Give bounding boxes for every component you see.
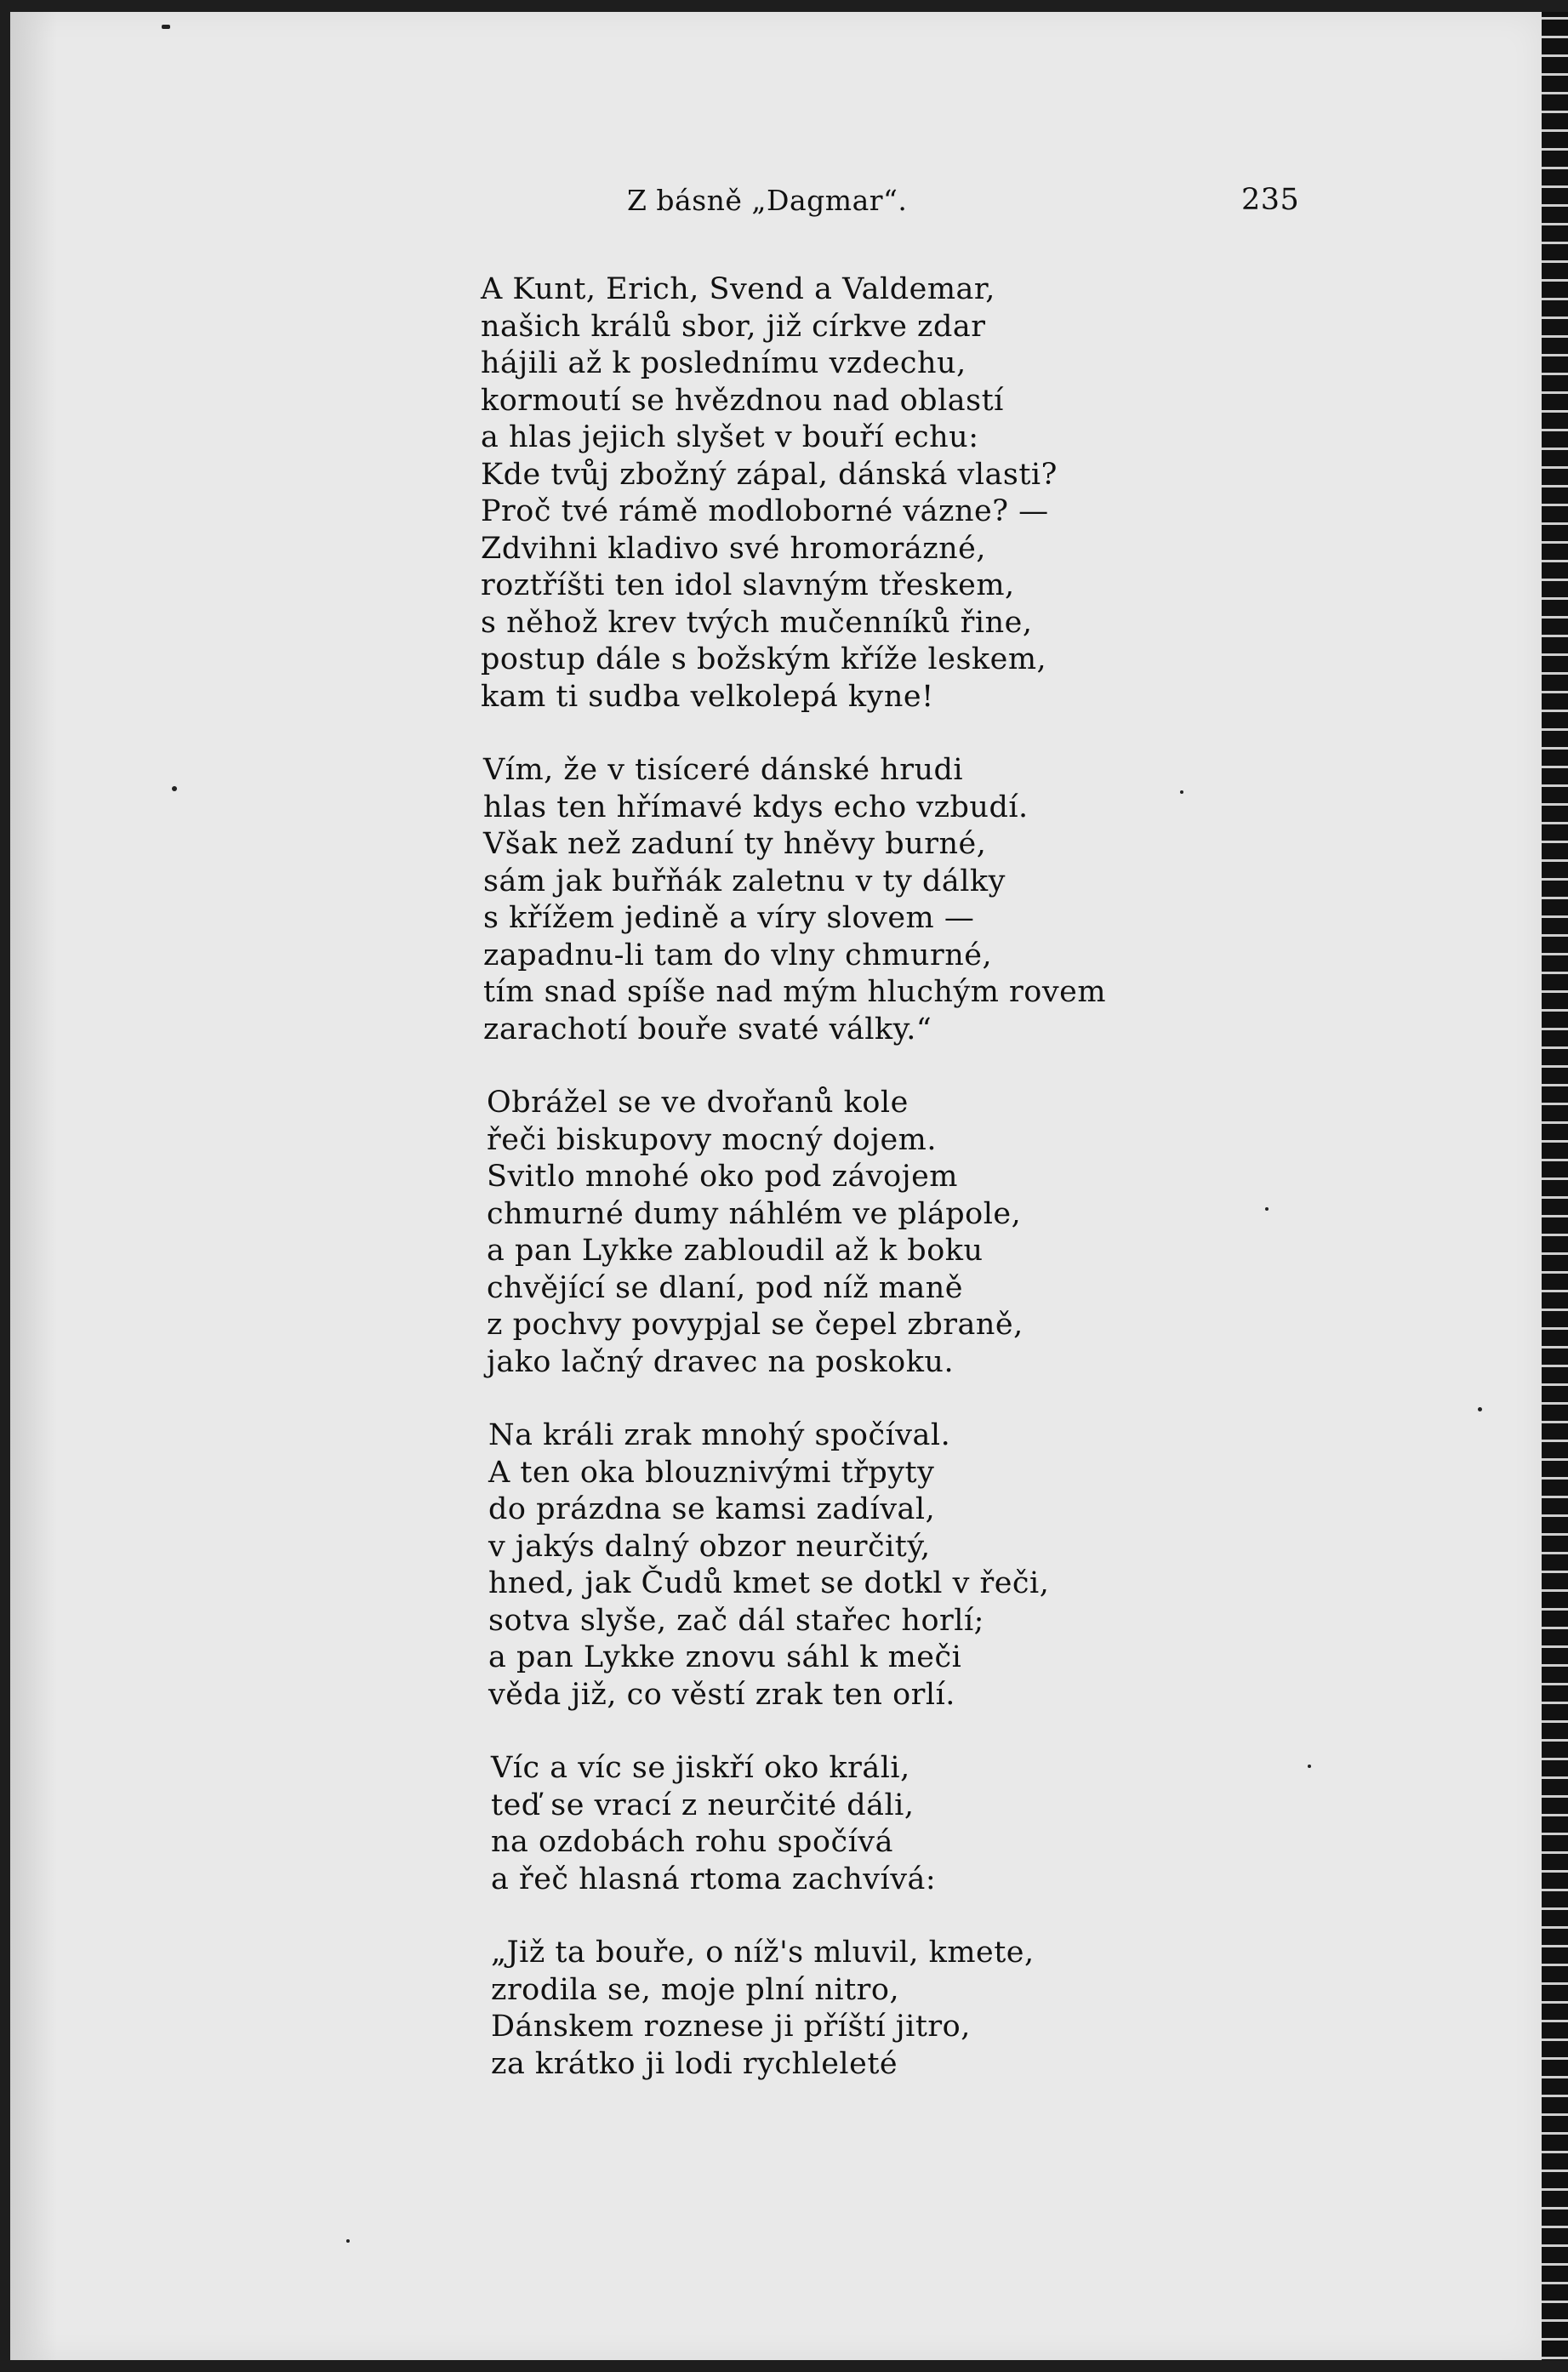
verse-line: z pochvy povypjal se čepel zbraně, xyxy=(487,1308,1023,1342)
verse-line: s křížem jedině a víry slovem — xyxy=(483,901,975,935)
verse-line: s něhož krev tvých mučenníků řine, xyxy=(481,605,1033,640)
scan-speck xyxy=(162,25,170,29)
stanza-4 xyxy=(488,1417,1542,1713)
verse-line: tím snad spíše nad mým hluchým rovem xyxy=(483,975,1107,1009)
verse-line: zapadnu-li tam do vlny chmurné, xyxy=(483,938,993,972)
verse-line: Však než zaduní ty hněvy burné, xyxy=(483,827,987,861)
verse-line: Vím, že v tisíceré dánské hrudi xyxy=(483,753,964,787)
verse-line: jako lačný dravec na poskoku. xyxy=(487,1344,955,1379)
verse-line: Zdvihni kladivo své hromorázné, xyxy=(481,531,987,566)
scan-speck xyxy=(346,2239,350,2243)
verse-line: hned, jak Čudů kmet se dotkl v řeči, xyxy=(488,1566,1050,1600)
page-edge xyxy=(1542,12,1568,2360)
stanza-2 xyxy=(483,752,1542,1048)
verse-line: sám jak buřňák zaletnu v ty dálky xyxy=(483,864,1006,898)
verse-line: A ten oka blouznivými třpyty xyxy=(488,1455,935,1490)
verse-line: Svitlo mnohé oko pod závojem xyxy=(487,1160,958,1194)
stanza-6 xyxy=(491,1935,1542,2083)
scan-speck xyxy=(172,786,177,791)
scan-speck xyxy=(1265,1207,1269,1211)
verse-line: věda již, co věstí zrak ten orlí. xyxy=(488,1677,955,1712)
verse-line: chmurné dumy náhlém ve plápole, xyxy=(487,1196,1022,1231)
verse-line: a pan Lykke znovu sáhl k meči xyxy=(488,1640,962,1674)
verse-line: v jakýs dalný obzor neurčitý, xyxy=(488,1529,931,1564)
verse-line: hájili až k poslednímu vzdechu, xyxy=(481,346,966,380)
verse-line: roztříšti ten idol slavným třeskem, xyxy=(481,568,1015,602)
verse-line: sotva slyše, zač dál stařec horlí; xyxy=(488,1603,984,1638)
verse-line: kormoutí se hvězdnou nad oblastí xyxy=(481,383,1004,418)
verse-line: do prázdna se kamsi zadíval, xyxy=(488,1492,936,1526)
verse-line: chvějící se dlaní, pod níž maně xyxy=(487,1270,963,1305)
verse-line: a řeč hlasná rtoma zachvívá: xyxy=(491,1862,937,1896)
verse-line: Na králi zrak mnohý spočíval. xyxy=(488,1418,951,1452)
stanza-3 xyxy=(487,1085,1542,1381)
scan-speck xyxy=(1308,1765,1311,1768)
verse-line: Dánskem roznese ji příští jitro, xyxy=(491,2010,971,2044)
running-title: Z básně „Dagmar“. xyxy=(627,184,908,217)
book-page xyxy=(10,12,1542,2360)
verse-line: Obrážel se ve dvořanů kole xyxy=(487,1086,909,1120)
stanza-1 xyxy=(481,271,1542,716)
verse-line: Víc a víc se jiskří oko králi, xyxy=(491,1751,910,1785)
stanza-5 xyxy=(491,1750,1542,1898)
verse-line: zarachotí bouře svaté války.“ xyxy=(483,1012,932,1046)
scan-speck xyxy=(1180,790,1183,794)
verse-line: za krátko ji lodi rychleleté xyxy=(491,2046,898,2081)
verse-line: „Již ta bouře, o níž's mluvil, kmete, xyxy=(491,1936,1035,1970)
verse-line: a pan Lykke zabloudil až k boku xyxy=(487,1234,984,1268)
verse-line: Proč tvé rámě modloborné vázne? — xyxy=(481,494,1049,528)
verse-line: postup dále s božským kříže leskem, xyxy=(481,642,1047,676)
verse-line: na ozdobách rohu spočívá xyxy=(491,1825,893,1859)
scan-speck xyxy=(1478,1407,1482,1411)
verse-line: zrodila se, moje plní nitro, xyxy=(491,1972,900,2007)
verse-line: a hlas jejich slyšet v bouří echu: xyxy=(481,420,979,454)
verse-line: teď se vrací z neurčité dáli, xyxy=(491,1788,915,1822)
verse-line: Kde tvůj zbožný zápal, dánská vlasti? xyxy=(481,457,1058,492)
verse-line: kam ti sudba velkolepá kyne! xyxy=(481,679,934,714)
page-number: 235 xyxy=(1241,183,1300,217)
verse-line: hlas ten hřímavé kdys echo vzbudí. xyxy=(483,790,1029,824)
verse-line: řeči biskupovy mocný dojem. xyxy=(487,1122,937,1157)
verse-line: A Kunt, Erich, Svend a Valdemar, xyxy=(481,272,995,306)
poem-body xyxy=(10,271,1542,2119)
verse-line: našich králů sbor, již církve zdar xyxy=(481,309,986,344)
